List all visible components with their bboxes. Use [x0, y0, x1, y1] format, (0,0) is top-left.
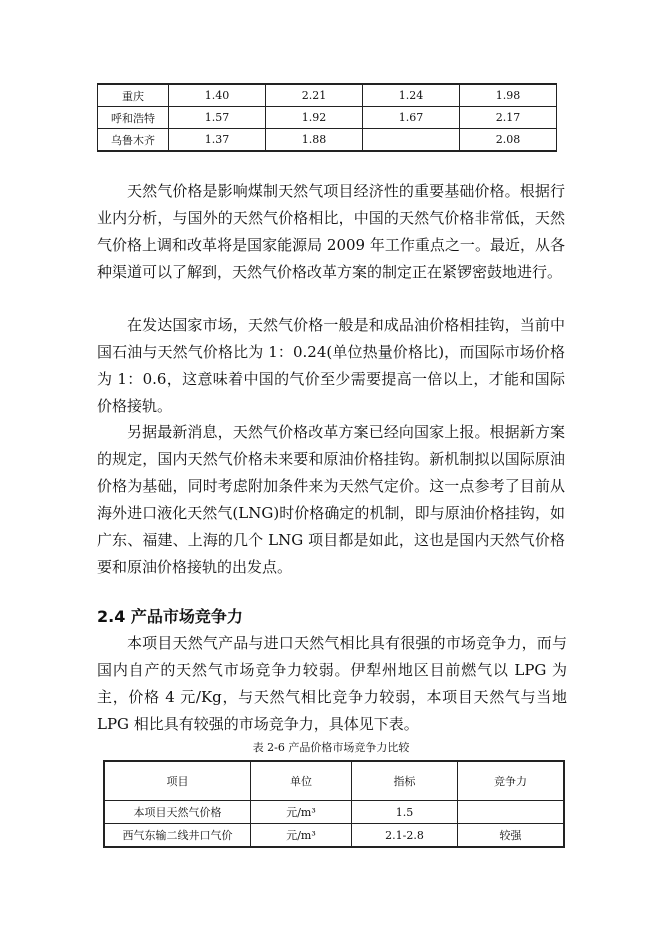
paragraph: 另据最新消息，天然气价格改革方案已经向国家上报。根据新方案的规定，国内天然气价格未来要和原油价格挂钩。新机制拟以国际原油价格为基础，同时考虑附加条件来为天然气定价。这一点参考了目前从海外进口液化天然气(LNG)时价格确定的机制，即与原油价格挂钩，如广东、福建、上海的几个 LNG 项目都是如此，这也是国内天然气价格要和原油价格接轨的出发点。: [97, 423, 565, 576]
value-cell: 1.92: [266, 107, 363, 129]
value-cell: 1.98: [460, 84, 557, 107]
item-cell: 西气东输二线井口气价: [104, 824, 251, 848]
unit-cell: 元/m³: [251, 801, 352, 824]
value-cell: 1.37: [169, 129, 266, 152]
item-cell: 本项目天然气价格: [104, 801, 251, 824]
city-cell: 乌鲁木齐: [98, 129, 169, 152]
column-header: 竞争力: [458, 761, 565, 801]
table-header-row: [104, 761, 564, 801]
competitiveness-cell: [458, 801, 565, 824]
value-cell: 2.17: [460, 107, 557, 129]
value-cell: 1.88: [266, 129, 363, 152]
value-cell: 1.67: [363, 107, 460, 129]
value-cell: 2.21: [266, 84, 363, 107]
section-heading: 2.4 产品市场竞争力: [97, 607, 243, 626]
table-row: [104, 824, 564, 848]
market-competitiveness-table: [103, 760, 565, 848]
value-cell: 2.08: [460, 129, 557, 152]
paragraph: 天然气价格是影响煤制天然气项目经济性的重要基础价格。根据行业内分析，与国外的天然气价格相比，中国的天然气价格非常低，天然气价格上调和改革将是国家能源局 2009 年工作重点之一。最近，从各种渠道可以了解到，天然气价格改革方案的制定正在紧锣密鼓地进行。: [97, 182, 565, 281]
value-cell: 1.5: [352, 801, 458, 824]
table-row: [98, 107, 557, 129]
value-cell: 1.57: [169, 107, 266, 129]
city-cell: 重庆: [98, 84, 169, 107]
value-cell: 1.40: [169, 84, 266, 107]
value-cell: 2.1-2.8: [352, 824, 458, 848]
column-header: 项目: [104, 761, 251, 801]
table-row: [98, 84, 557, 107]
price-comparison-table: [97, 83, 557, 152]
column-header: 指标: [352, 761, 458, 801]
paragraph: 在发达国家市场，天然气价格一般是和成品油价格相挂钩，当前中国石油与天然气价格比为 1：0.24(单位热量价格比)，而国际市场价格为 1：0.6，这意味着中国的气价至少需要提高一倍以上，才能和国际价格接轨。: [97, 316, 565, 415]
competitiveness-cell: 较强: [458, 824, 565, 848]
value-cell: 1.24: [363, 84, 460, 107]
column-header: 单位: [251, 761, 352, 801]
paragraph: 本项目天然气产品与进口天然气相比具有很强的市场竞争力，而与国内自产的天然气市场竞争力较弱。伊犁州地区目前燃气以 LPG 为主，价格 4 元/Kg，与天然气相比竞争力较弱，本项目天然气与当地 LPG 相比具有较强的市场竞争力，具体见下表。: [97, 634, 567, 733]
table-row: [104, 801, 564, 824]
table-row: [98, 129, 557, 152]
table-caption: 表 2-6 产品价格市场竞争力比较: [252, 741, 410, 754]
value-cell: [363, 129, 460, 152]
unit-cell: 元/m³: [251, 824, 352, 848]
city-cell: 呼和浩特: [98, 107, 169, 129]
